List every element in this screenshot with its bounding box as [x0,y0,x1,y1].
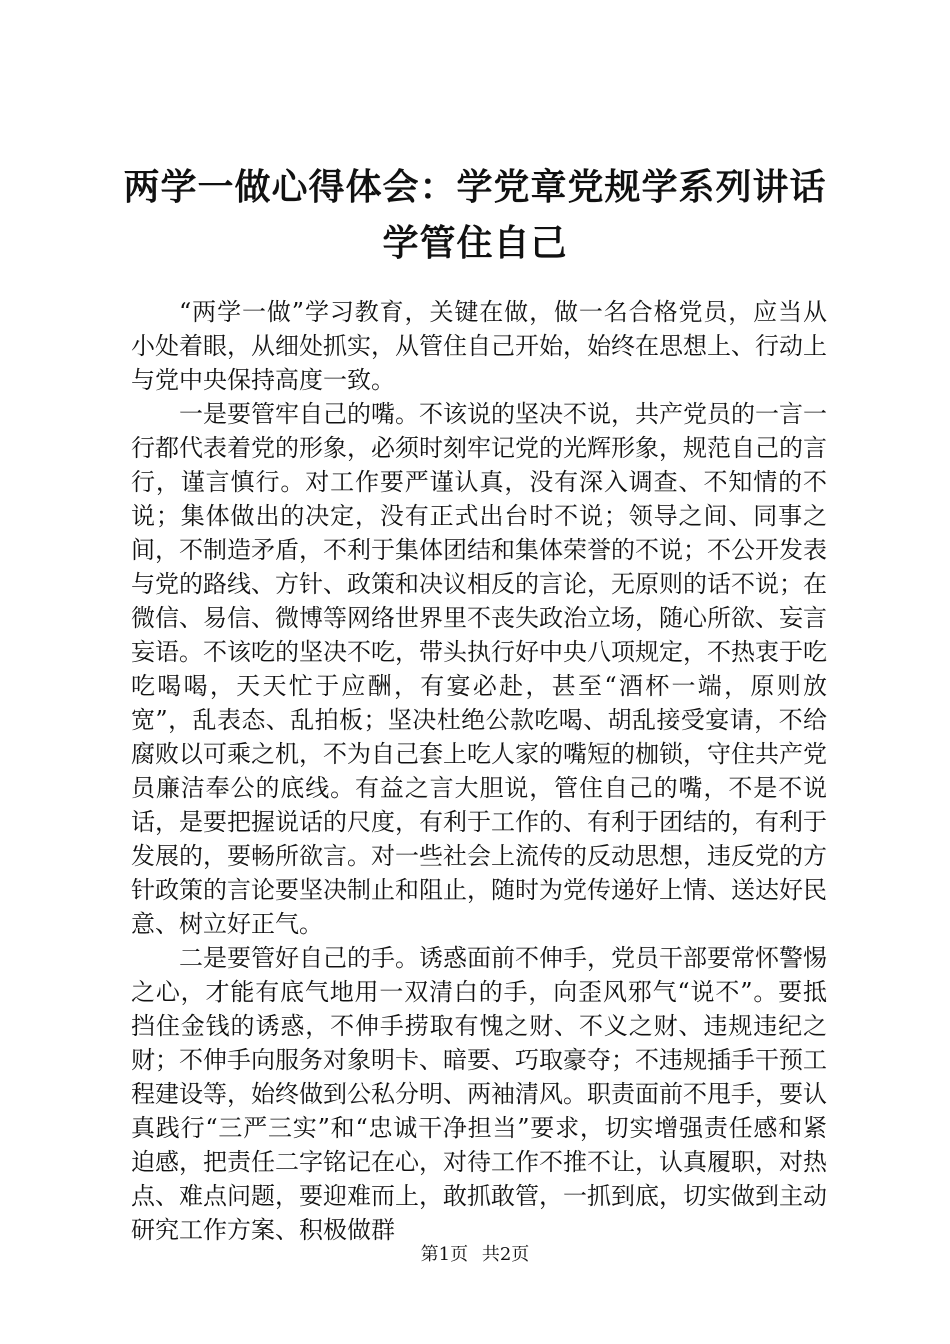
paragraph-point-one: 一是要管牢自己的嘴。不该说的坚决不说，共产党员的一言一行都代表着党的形象，必须时刻牢记党的光辉形象，规范自己的言行，谨言慎行。对工作要严谨认真，没有深入调查、不知情的不说；集体做出的决定，没有正式出台时不说；领导之间、同事之间，不制造矛盾，不利于集体团结和集体荣誉的不说；不公开发表与党的路线、方针、政策和决议相反的言论，无原则的话不说；在微信、易信、微博等网络世界里不丧失政治立场，随心所欲、妄言妄语。不该吃的坚决不吃，带头执行好中央八项规定，不热衷于吃吃喝喝，天天忙于应酬，有宴必赴，甚至“酒杯一端，原则放宽”，乱表态、乱拍板；坚决杜绝公款吃喝、胡乱接受宴请，不给腐败以可乘之机，不为自己套上吃人家的嘴短的枷锁，守住共产党员廉洁奉公的底线。有益之言大胆说，管住自己的嘴，不是不说话，是要把握说话的尺度，有利于工作的、有利于团结的，有利于发展的，要畅所欲言。对一些社会上流传的反动思想，违反党的方针政策的言论要坚决制止和阻止，随时为党传递好上情、送达好民意、树立好正气。 [131,400,827,938]
document-body [131,295,827,1247]
paragraph-intro: “两学一做”学习教育，关键在做，做一名合格党员，应当从小处着眼，从细处抓实，从管住自己开始，始终在思想上、行动上与党中央保持高度一致。 [131,298,827,394]
page-number-total: 共2页 [481,1244,530,1265]
document-title: 两学一做心得体会：学党章党规学系列讲话学管住自己 [123,167,827,264]
page-footer [0,1243,950,1267]
paragraph-point-two: 二是要管好自己的手。诱惑面前不伸手，党员干部要常怀警惕之心，才能有底气地用一双清白的手，向歪风邪气“说不”。要抵挡住金钱的诱惑，不伸手捞取有愧之财、不义之财、违规违纪之财；不伸手向服务对象明卡、暗要、巧取豪夺；不违规插手干预工程建设等，始终做到公私分明、两袖清风。职责面前不甩手，要认真践行“三严三实”和“忠诚干净担当”要求，切实增强责任感和紧迫感，把责任二字铭记在心，对待工作不推不让，认真履职，对热点、难点问题，要迎难而上，敢抓敢管，一抓到底，切实做到主动研究工作方案、积极做群 [131,944,827,1244]
page-number-current: 第1页 [420,1244,469,1265]
